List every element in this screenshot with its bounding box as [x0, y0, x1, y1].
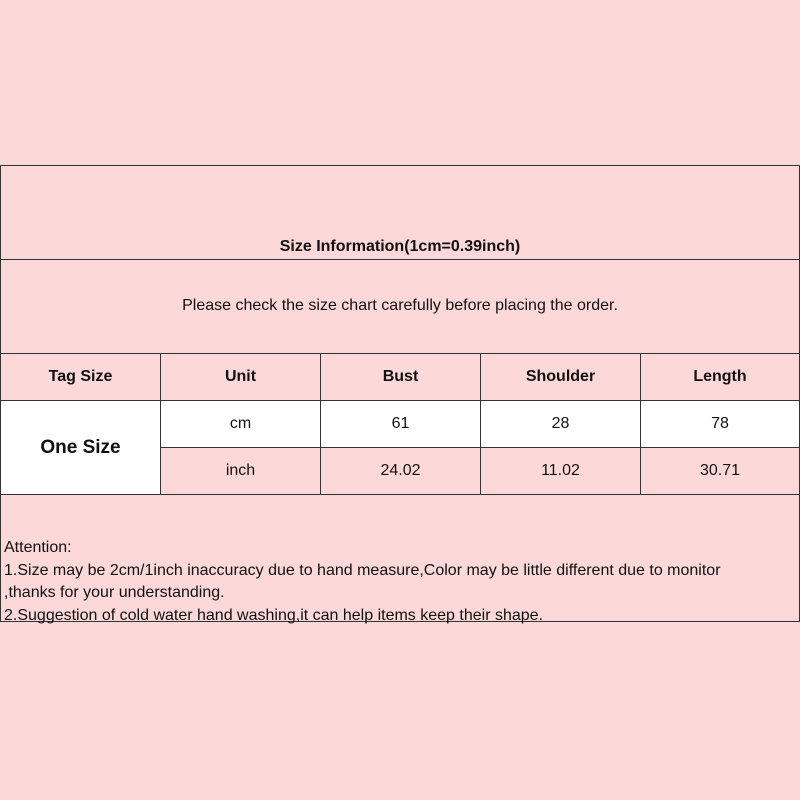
row-inch-length: 30.71 [641, 448, 799, 494]
attention-section [1, 494, 799, 624]
size-info-title: Size Information(1cm=0.39inch) [279, 238, 521, 255]
row-cm-length: 78 [641, 401, 799, 448]
attention-line-2: ,thanks for your understanding. [4, 584, 225, 601]
header-tag-size: Tag Size [1, 354, 161, 401]
size-chart-note: Please check the size chart carefully before placing the order. [182, 297, 618, 314]
header-unit: Unit [161, 354, 321, 401]
size-table [1, 354, 799, 494]
title-section [1, 166, 799, 260]
row-cm-bust: 61 [321, 401, 481, 448]
header-length: Length [641, 354, 799, 401]
row-cm-shoulder: 28 [481, 401, 641, 448]
note-section [1, 260, 799, 354]
row-inch-unit: inch [161, 448, 321, 494]
attention-line-1: 1.Size may be 2cm/1inch inaccuracy due to hand measure,Color may be little different due to monitor [4, 561, 721, 579]
attention-notes [4, 537, 795, 627]
tag-size-one-size: One Size [1, 401, 161, 494]
size-chart-sheet [0, 165, 800, 622]
header-shoulder: Shoulder [481, 354, 641, 401]
row-inch-shoulder: 11.02 [481, 448, 641, 494]
row-inch-bust: 24.02 [321, 448, 481, 494]
attention-heading: Attention: [4, 539, 72, 556]
header-bust: Bust [321, 354, 481, 401]
attention-line-3: 2.Suggestion of cold water hand washing,it can help items keep their shape. [4, 606, 543, 624]
row-cm-unit: cm [161, 401, 321, 448]
